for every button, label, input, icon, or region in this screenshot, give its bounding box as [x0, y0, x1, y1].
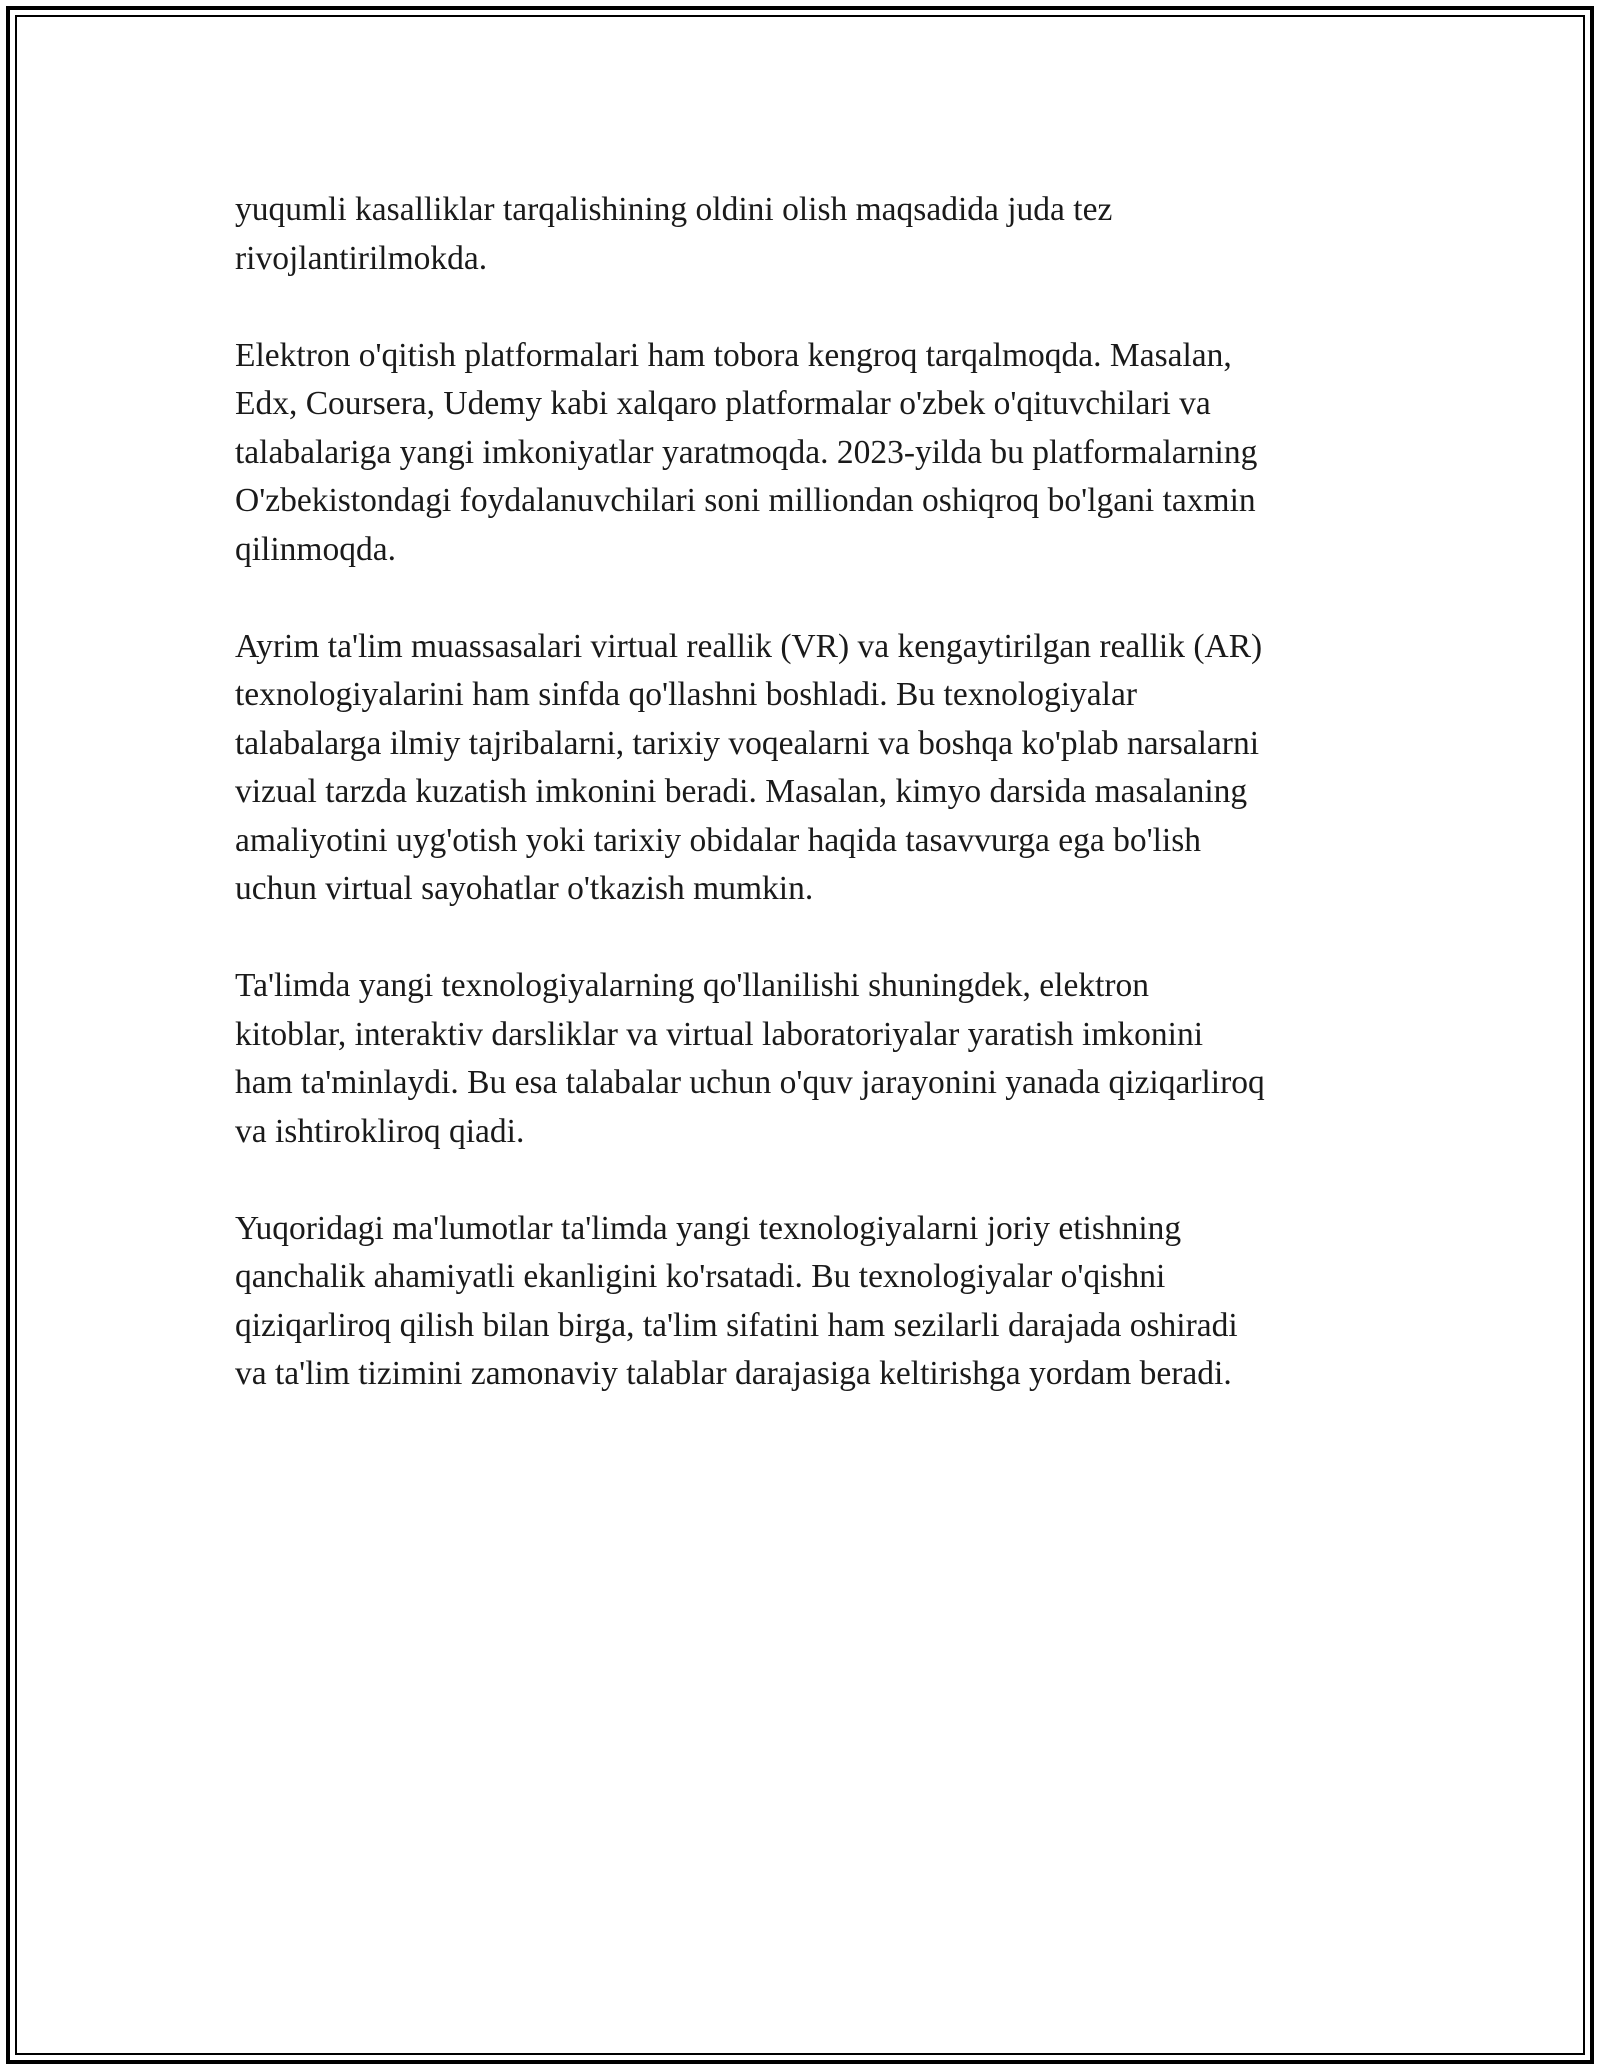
paragraph-line: uchun virtual sayohatlar o'tkazish mumkin.	[235, 870, 814, 907]
document-body	[235, 186, 1365, 1399]
paragraph-line: rivojlantirilmokda.	[235, 239, 488, 277]
paragraph-1	[235, 186, 1365, 283]
paragraph-line: qanchalik ahamiyatli ekanligini ko'rsatadi. Bu texnologiyalar o'qishni	[235, 1258, 1166, 1295]
paragraph-2	[235, 332, 1365, 575]
paragraph-line: va ishtirokliroq qiadi.	[235, 1112, 525, 1150]
paragraph-line: kitoblar, interaktiv darsliklar va virtual laboratoriyalar yaratish imkonini	[235, 1015, 1203, 1053]
paragraph-line: texnologiyalarini ham sinfda qo'llashni boshladi. Bu texnologiyalar	[235, 676, 1137, 713]
paragraph-line: va ta'lim tizimini zamonaviy talablar darajasiga keltirishga yordam beradi.	[235, 1355, 1232, 1392]
paragraph-line: Edx, Coursera, Udemy kabi xalqaro platformalar o'zbek o'qituvchilari va	[235, 385, 1211, 422]
paragraph-5	[235, 1205, 1365, 1399]
paragraph-line: Ayrim ta'lim muassasalari virtual reallik (VR) va kengaytirilgan reallik (AR)	[235, 627, 1263, 665]
paragraph-line: qilinmoqda.	[235, 530, 396, 568]
paragraph-line: ham ta'minlaydi. Bu esa talabalar uchun o'quv jarayonini yanada qiziqarliroq	[235, 1064, 1265, 1101]
paragraph-3	[235, 623, 1365, 914]
paragraph-line: O'zbekistondagi foydalanuvchilari soni milliondan oshiqroq bo'lgani taxmin	[235, 482, 1256, 519]
paragraph-line: Elektron o'qitish platformalari ham tobora kengroq tarqalmoqda. Masalan,	[235, 336, 1232, 374]
paragraph-4	[235, 962, 1365, 1156]
paragraph-line: yuqumli kasalliklar tarqalishining oldini olish maqsadida juda tez	[235, 191, 1113, 228]
paragraph-line: talabalarga ilmiy tajribalarni, tarixiy voqealarni va boshqa ko'plab narsalarni	[235, 724, 1260, 762]
paragraph-line: Yuqoridagi ma'lumotlar ta'limda yangi texnologiyalarni joriy etishning	[235, 1209, 1182, 1247]
paragraph-line: vizual tarzda kuzatish imkonini beradi. Masalan, kimyo darsida masalaning	[235, 773, 1248, 810]
paragraph-line: Ta'limda yangi texnologiyalarning qo'llanilishi shuningdek, elektron	[235, 967, 1150, 1004]
paragraph-line: qiziqarliroq qilish bilan birga, ta'lim sifatini ham sezilarli darajada oshiradi	[235, 1306, 1238, 1344]
paragraph-line: amaliyotini uyg'otish yoki tarixiy obidalar haqida tasavvurga ega bo'lish	[235, 821, 1202, 859]
paragraph-line: talabalariga yangi imkoniyatlar yaratmoqda. 2023-yilda bu platformalarning	[235, 433, 1258, 471]
